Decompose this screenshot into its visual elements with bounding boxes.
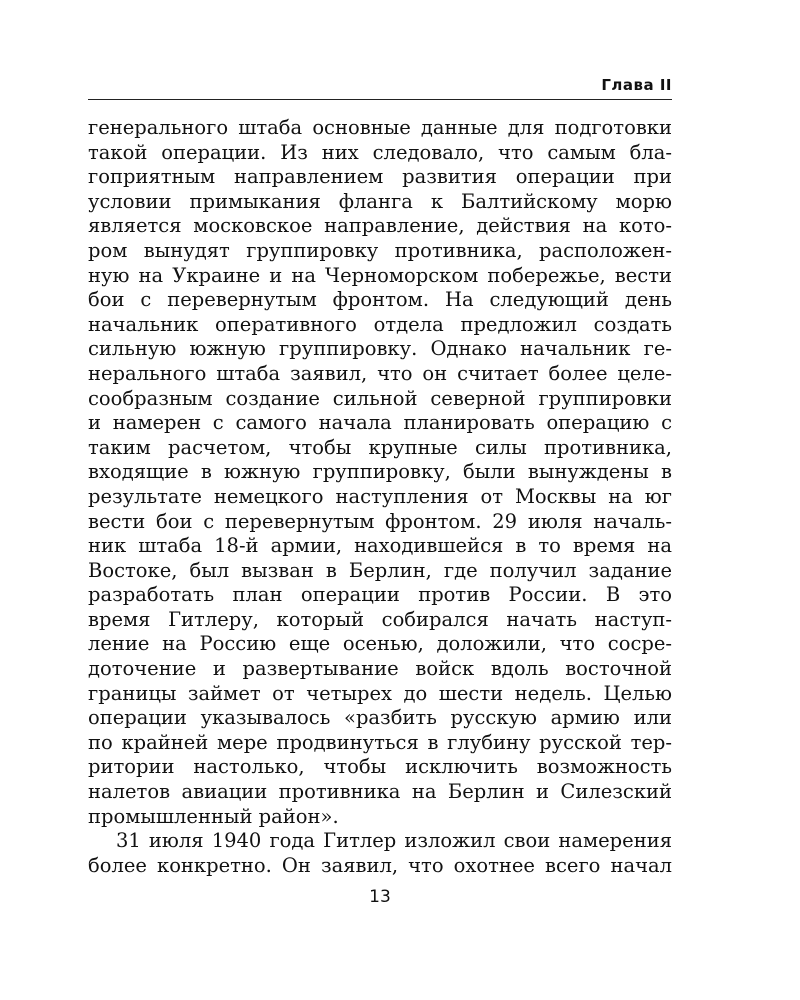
text-line: время Гитлеру, который собирался начать наступ-	[88, 607, 672, 631]
text-line: разработать план операции против России. В это	[88, 583, 672, 607]
text-line: более конкретно. Он заявил, что охотнее всего начал	[88, 853, 672, 877]
text-line: таким расчетом, чтобы крупные силы противника,	[88, 435, 672, 459]
text-line: генерального штаба основные данные для подготовки	[88, 116, 672, 139]
text-line: является московское направление, действия на кото-	[88, 214, 672, 238]
text-line: по крайней мере продвинуться в глубину русской тер-	[88, 730, 672, 754]
body-text	[88, 116, 672, 878]
text-line: границы займет от четырех до шести недель. Целью	[88, 681, 672, 705]
text-line: начальник оперативного отдела предложил создать	[88, 312, 672, 336]
text-line: ление на Россию еще осенью, доложили, что сосре-	[88, 632, 672, 656]
text-line: сообразным создание сильной северной группировки	[88, 386, 672, 410]
text-line: налетов авиации противника на Берлин и Силезский	[88, 780, 672, 804]
book-page	[88, 0, 672, 1000]
text-line: результате немецкого наступления от Москвы на юг	[88, 484, 672, 508]
text-line: ник штаба 18-й армии, находившейся в то время на	[88, 534, 672, 558]
text-line: операции указывалось «разбить русскую армию или	[88, 706, 672, 730]
text-line: условии примыкания фланга к Балтийскому морю	[88, 189, 672, 213]
text-line: ром вынудят группировку противника, расположен-	[88, 238, 672, 262]
text-line: такой операции. Из них следовало, что самым бла-	[88, 140, 672, 164]
text-line: промышленный район».	[88, 804, 339, 828]
text-line: и намерен с самого начала планировать операцию с	[88, 411, 672, 435]
text-line: нерального штаба заявил, что он считает более целе-	[88, 361, 672, 385]
text-line: ритории настолько, чтобы исключить возможность	[88, 755, 672, 779]
page-number: 13	[369, 887, 391, 907]
text-line: ную на Украине и на Черноморском побережье, вести	[88, 263, 672, 287]
header-rule	[88, 99, 672, 100]
text-line: сильную южную группировку. Однако начальник ге-	[88, 337, 672, 361]
text-line: Востоке, был вызван в Берлин, где получил задание	[88, 558, 672, 582]
text-line: бои с перевернутым фронтом. На следующий день	[88, 288, 672, 312]
text-line: доточение и развертывание войск вдоль восточной	[88, 657, 672, 681]
text-line: входящие в южную группировку, были вынуждены в	[88, 460, 672, 484]
chapter-header: Глава II	[601, 76, 672, 94]
text-line: вести бои с перевернутым фронтом. 29 июля началь-	[88, 509, 672, 533]
text-line: гоприятным направлением развития операции при	[88, 165, 672, 189]
text-line: 31 июля 1940 года Гитлер изложил свои намерения	[116, 829, 672, 853]
